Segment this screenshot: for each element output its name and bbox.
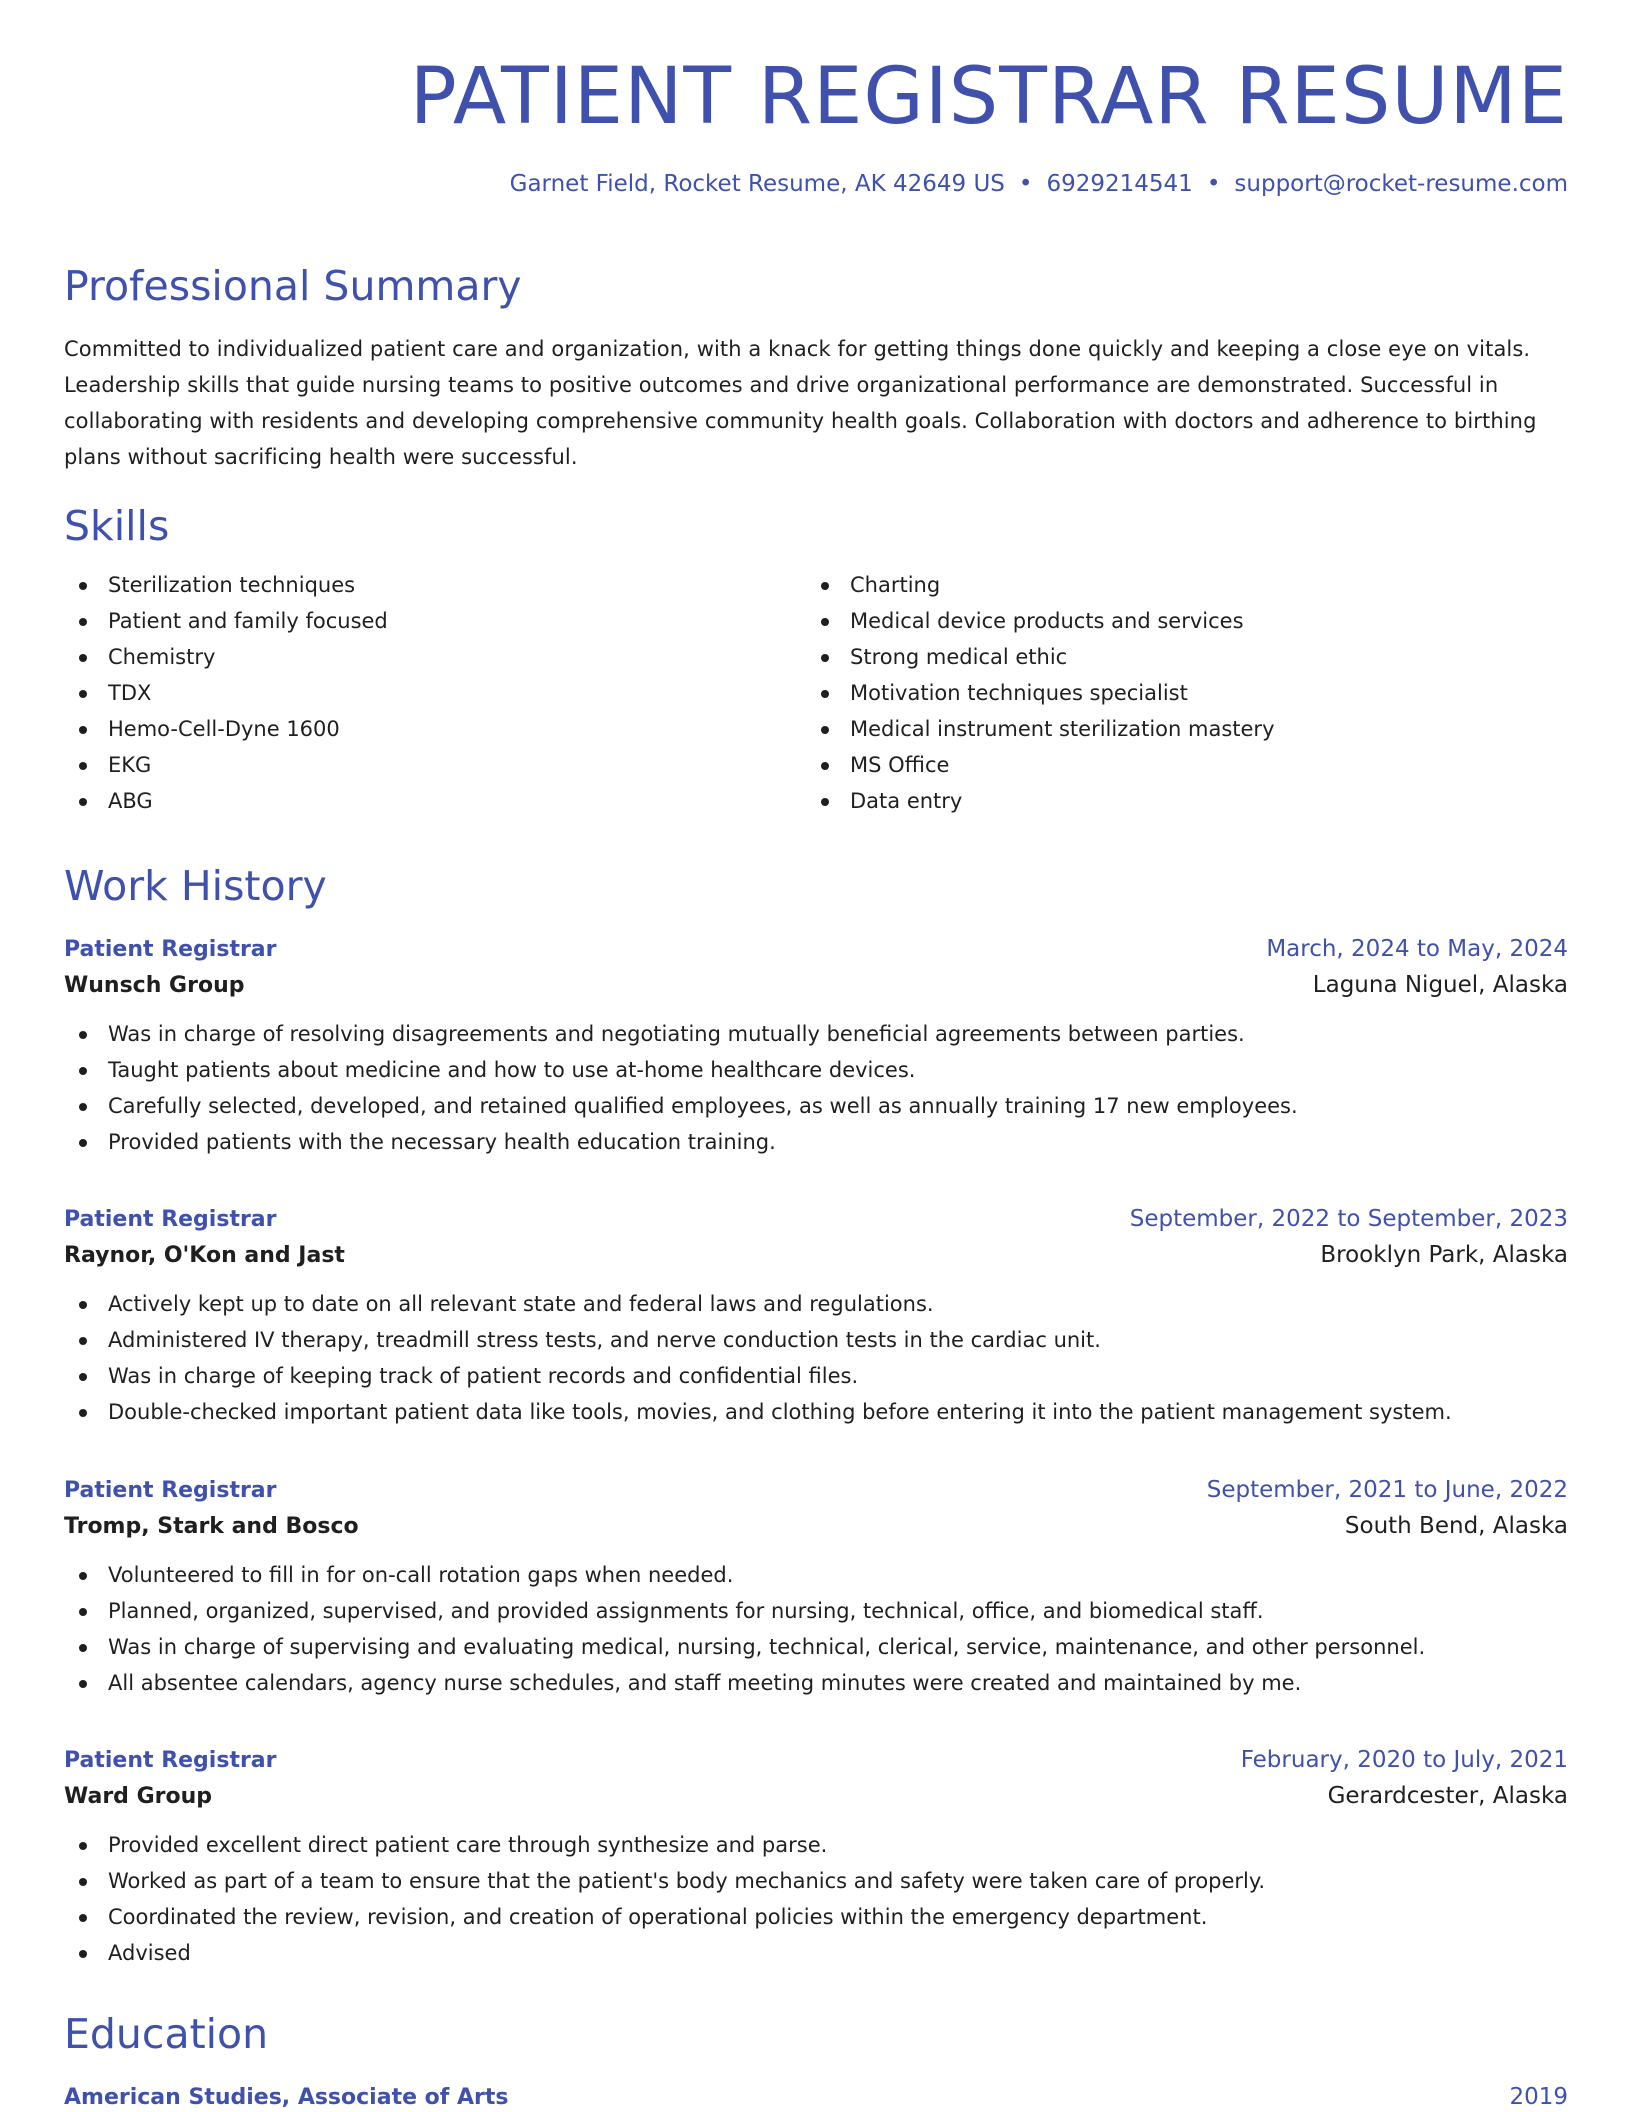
job-title: Patient Registrar <box>64 1478 277 1503</box>
summary-section <box>64 262 1568 475</box>
job-dates: March, 2024 to May, 2024 <box>1266 936 1568 962</box>
job-bullet: Actively kept up to date on all relevant state and federal laws and regulations. <box>64 1286 1568 1322</box>
job-title: Patient Registrar <box>64 1748 277 1773</box>
job-bullet: Planned, organized, supervised, and provided assignments for nursing, technical, office, and biomedical staff. <box>64 1593 1568 1629</box>
job-bullet: Advised <box>64 1935 1568 1971</box>
skill-item: Hemo-Cell-Dyne 1600 <box>64 711 806 747</box>
job-location: Laguna Niguel, Alaska <box>1312 972 1568 998</box>
skills-grid <box>64 567 1568 819</box>
job-dates: September, 2021 to June, 2022 <box>1206 1477 1568 1503</box>
job-entry <box>64 1477 1568 1701</box>
job-bullet: Was in charge of resolving disagreements and negotiating mutually beneficial agreements between parties. <box>64 1016 1568 1052</box>
summary-heading: Professional Summary <box>64 262 522 310</box>
job-bullet: Coordinated the review, revision, and creation of operational policies within the emergency department. <box>64 1899 1568 1935</box>
education-heading: Education <box>64 2010 269 2058</box>
job-entry <box>64 1206 1568 1430</box>
job-bullet: Provided patients with the necessary health education training. <box>64 1124 1568 1160</box>
contact-email[interactable]: support@rocket-resume.com <box>1234 171 1568 197</box>
job-company: Ward Group <box>64 1784 213 1809</box>
skill-item: Medical instrument sterilization mastery <box>806 711 1548 747</box>
job-bullet: Was in charge of supervising and evaluating medical, nursing, technical, clerical, service, maintenance, and other personnel. <box>64 1629 1568 1665</box>
skill-item: ABG <box>64 783 806 819</box>
job-company: Raynor, O'Kon and Jast <box>64 1243 345 1268</box>
job-title: Patient Registrar <box>64 937 277 962</box>
skills-heading: Skills <box>64 502 170 550</box>
resume-page <box>64 0 1568 2110</box>
skill-item: Patient and family focused <box>64 603 806 639</box>
job-entry <box>64 936 1568 1160</box>
education-degree: American Studies, Associate of Arts <box>64 2085 509 2110</box>
skill-item: EKG <box>64 747 806 783</box>
work-history-heading: Work History <box>64 862 327 910</box>
contact-separator: • <box>1206 171 1221 197</box>
skill-item: Strong medical ethic <box>806 639 1548 675</box>
skill-item: Medical device products and services <box>806 603 1548 639</box>
job-bullet: Administered IV therapy, treadmill stress tests, and nerve conduction tests in the cardiac unit. <box>64 1322 1568 1358</box>
job-company: Wunsch Group <box>64 973 245 998</box>
skill-item: Charting <box>806 567 1548 603</box>
job-bullet: Provided excellent direct patient care through synthesize and parse. <box>64 1827 1568 1863</box>
job-company: Tromp, Stark and Bosco <box>64 1514 359 1539</box>
job-bullet: Worked as part of a team to ensure that the patient's body mechanics and safety were taken care of properly. <box>64 1863 1568 1899</box>
contact-line <box>64 171 1568 197</box>
job-entry <box>64 1747 1568 1971</box>
contact-address: Garnet Field, Rocket Resume, AK 42649 US <box>509 171 1005 197</box>
job-bullet: Was in charge of keeping track of patient records and confidential files. <box>64 1358 1568 1394</box>
skill-item: MS Office <box>806 747 1548 783</box>
skill-item: Motivation techniques specialist <box>806 675 1548 711</box>
contact-phone: 6929214541 <box>1046 171 1193 197</box>
skills-section <box>64 502 1568 819</box>
education-entry <box>64 2084 1568 2110</box>
job-location: Gerardcester, Alaska <box>1327 1783 1568 1809</box>
skill-item: Sterilization techniques <box>64 567 806 603</box>
skill-item: Chemistry <box>64 639 806 675</box>
skills-column-left <box>64 567 806 819</box>
job-bullet: Volunteered to fill in for on-call rotation gaps when needed. <box>64 1557 1568 1593</box>
job-location: South Bend, Alaska <box>1344 1513 1568 1539</box>
job-dates: February, 2020 to July, 2021 <box>1240 1747 1568 1773</box>
job-title: Patient Registrar <box>64 1207 277 1232</box>
job-dates: September, 2022 to September, 2023 <box>1129 1206 1568 1232</box>
job-location: Brooklyn Park, Alaska <box>1320 1242 1568 1268</box>
summary-text: Committed to individualized patient care and organization, with a knack for getting things done quickly and keeping a close eye on vitals. Leadership skills that guide nursing teams to positive outcomes and drive organizational performance are demonstrated. Successful in collaborating with residents and developing comprehensive community health goals. Collaboration with doctors and adherence to birthing plans without sacrificing health were successful. <box>64 337 1537 470</box>
resume-title: PATIENT REGISTRAR RESUME <box>409 52 1568 142</box>
job-bullet: Double-checked important patient data like tools, movies, and clothing before entering it into the patient management system. <box>64 1394 1568 1430</box>
job-bullet: All absentee calendars, agency nurse schedules, and staff meeting minutes were created and maintained by me. <box>64 1665 1568 1701</box>
job-bullet: Carefully selected, developed, and retained qualified employees, as well as annually training 17 new employees. <box>64 1088 1568 1124</box>
job-bullet: Taught patients about medicine and how to use at-home healthcare devices. <box>64 1052 1568 1088</box>
education-year: 2019 <box>1509 2084 1568 2110</box>
skill-item: Data entry <box>806 783 1548 819</box>
contact-separator: • <box>1018 171 1033 197</box>
skills-column-right <box>806 567 1548 819</box>
skill-item: TDX <box>64 675 806 711</box>
